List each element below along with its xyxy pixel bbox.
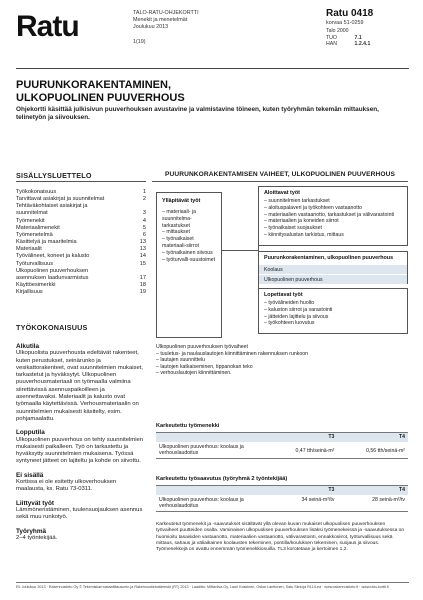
- supporting-works-box: [156, 192, 222, 338]
- section-text: 2–4 työntekijää.: [16, 534, 58, 541]
- diagram-divider: [152, 181, 408, 182]
- toc-page: 1: [142, 189, 146, 195]
- page-number: 1(19): [133, 38, 146, 45]
- class-key: HAN: [326, 41, 337, 48]
- section-heading: Lopputila: [16, 429, 45, 437]
- toc-page: 4: [142, 217, 146, 224]
- toc-label[interactable]: Työmenekit: [16, 217, 45, 224]
- toc-page: 3: [142, 210, 146, 217]
- toc-page: 19: [139, 289, 146, 296]
- table-of-contents: [16, 189, 146, 296]
- toc-label[interactable]: Ulkopuolinen puuverhouksen: [16, 267, 89, 274]
- cell-t4: 28 seinä-m²/tv: [337, 495, 408, 512]
- row-label: Ulkopuolinen puuverhous: koolaus ja verhouslaudoitus: [156, 442, 267, 459]
- toc-label[interactable]: Käyttöesimerkki: [16, 282, 56, 289]
- box-item: – materiaalien ja koneiden siirrot: [264, 218, 402, 225]
- box-heading: Aloittavat työt: [264, 190, 300, 196]
- toc-label[interactable]: Materiaalimenekit: [16, 224, 60, 231]
- section-heading: Alkutila: [16, 343, 40, 350]
- toc-label[interactable]: Tarvittavat asiakirjat ja suunnitelmat: [16, 196, 105, 203]
- toc-label[interactable]: suunnitelmat: [16, 210, 48, 217]
- effort-table-block: [156, 423, 408, 459]
- toc-label[interactable]: Työvälineet, koneet ja kalusto: [16, 253, 90, 260]
- toc-label[interactable]: Tehtäväkohtaiset asiakirjat ja: [16, 203, 88, 210]
- toc-item: [16, 210, 146, 217]
- phases-diagram-title: PUURUNKORAKENTAMISEN VAIHEET, ULKOPUOLINEN PUUVERHOUS: [165, 171, 395, 178]
- effort-table-heading: Karkeutettu työmenekki: [156, 423, 220, 429]
- note-item: – lautojen katkaiseminen, tippanokan teko: [156, 363, 253, 370]
- section-heading: Liittyvät työt: [16, 499, 54, 507]
- box-item: – työkohteen luovutus: [264, 320, 402, 327]
- box-item: – materiaali- ja suunnitelma-tarkastukset: [162, 209, 216, 229]
- box-item: – mittaukset: [162, 229, 216, 236]
- meta-line: TALO-RATU-OHJEKORTTI: [133, 10, 199, 16]
- box-item: – suunnitelmien tarkastukset: [264, 198, 402, 205]
- cell-t3: 34 seinä-m²/tv: [267, 495, 338, 512]
- ratu-logo: Ratu: [16, 10, 79, 43]
- meta-line: [133, 32, 199, 39]
- toc-item: [16, 189, 146, 196]
- header-divider: [16, 68, 409, 69]
- box-item: – työturvalli-suustoimet: [162, 257, 216, 264]
- toc-item: [16, 218, 146, 225]
- document-code-block: [326, 8, 418, 48]
- column-header: T4: [337, 486, 408, 495]
- section-heading: Ei sisällä: [16, 471, 44, 479]
- main-work-box: [258, 251, 408, 284]
- toc-item: [16, 289, 146, 296]
- toc-page: 6: [142, 231, 146, 238]
- output-table-block: [156, 476, 408, 512]
- box-item: – kiinnitysalustan tarkistus, mittaus: [264, 232, 402, 239]
- output-table: [156, 485, 408, 512]
- table-row: [156, 495, 408, 512]
- effort-table: [156, 432, 408, 459]
- toc-label[interactable]: Käsittelyä ja maaritelmia: [16, 239, 77, 246]
- toc-item: [16, 225, 146, 232]
- toc-page: 2: [142, 196, 146, 203]
- box-heading: Lopettavat työt: [264, 292, 303, 298]
- toc-page: 5: [142, 224, 146, 231]
- toc-label[interactable]: asennuksen laadunvarmistus: [16, 274, 89, 281]
- cell-t4: 0,56 tth/seinä-m²: [337, 442, 408, 459]
- note-heading: Ulkopuolinen puuverhouksen työvaiheet: [156, 344, 248, 350]
- toc-page: 13: [139, 239, 146, 246]
- toc-page: 14: [139, 253, 146, 260]
- main-work-item: Koolaus: [259, 264, 407, 274]
- footer-divider: [16, 582, 409, 583]
- note-item: – lautajen suunnittelu: [156, 357, 206, 364]
- work-heading: TYÖKOKONAISUUS: [16, 323, 88, 332]
- toc-item: [16, 268, 146, 275]
- section-heading: Työryhmä: [16, 527, 47, 535]
- box-item: – työnaikaiset suojaukset: [264, 225, 402, 232]
- toc-label[interactable]: Kirjallisuus: [16, 289, 43, 296]
- box-item: – työnaikainen siivous: [162, 250, 216, 257]
- section-text: Ulkopuolista puuverhousta edeltävät rakenteet, kuten perustukset, seinärunko ja vesikattorakenteet, ovat suunnitelmien mukaiset, tarkastetut ja hyväksytyt. Ulkopuolinen puuverhousmateriaali on työmaalla valmiina siirettävissä asennuspaikoilleen ja asennettavaksi. Materiaalit ja kalusto ovat työmaalla käytettävissä. Verhousmateriaalin on suunnitelmien mukaisesti käsitelty, esim. pohjamaalattu.: [16, 350, 144, 422]
- closing-paragraph: Karkeutetut työmenekit ja -saavutukset sisältävät yllä olevan kuvan mukaiset ulkopuolisen puuverhouksen työvaiheet puutteiden osalta. Varsinaisen ulkopuolisen puuverhouksen lisäksi työmenekeissä ja -saavutuksessa on huomioitu tasaisiden vastaanotto, materiaalien vastaanotto, välivarastointi, ennakkosiirot, työturvallisuus sekä mittaus, sahaus ja väliaikainen koolausten tekeminen, pontilla/kouluksen tekeminen, suojaus ja siivous. Työmenekkejä on avattu ennemmän työmenekkiosuilla. TL3 korotetaan ja kertoimen 1,2.: [156, 522, 405, 553]
- phases-note: [156, 344, 406, 377]
- box-item: – työvälineiden huolto: [264, 300, 402, 307]
- toc-heading: SISÄLLYSLUETTELO: [16, 171, 92, 180]
- section-text: Ulkopuolinen puuverhous on tehty suunnitelmien mukaisesti paikalleen. Työ on tarkastettu ja hyväksytty suunnitelmien mukaisena. Työssä syntyneet jätteet on lajiteltu ja kohde on siivottu.: [16, 436, 144, 465]
- section-text: Kortissa ei ole esitetty ulkoverhouksen maalausta, ks. Ratu 73-0311.: [16, 479, 117, 493]
- starting-works-box: [258, 186, 408, 246]
- box-item: – kaluston siirrot ja varastointi: [264, 307, 402, 314]
- class-value: 1.2.4.1: [354, 41, 371, 48]
- section-text: Lämmöneristäminen, tuulensuojauksen asennus sekä muu runkotyö.: [16, 506, 143, 521]
- main-work-item: Ulkopuolinen puuverhous: [259, 274, 407, 284]
- footer-text: RL Joulukuu 2013 · Rakennustieto Oy © Tekemiskarnustaattilausunto ja Rakennustietoäänestö (RT) 2013 · Laadittu: Mittaviiva Oy, Lauri Koskinen, Oskar Lanttonen, Satu Siinioja RLL/Lea · www.rakennustieto.fi · www.ratu-kortti.fi: [16, 585, 389, 589]
- row-label: Ulkopuolinen puuverhous: koolaus ja verhouslaudoitus: [156, 495, 267, 512]
- class-key: Talo 2000: [326, 28, 349, 34]
- page-title: [16, 79, 386, 104]
- toc-label[interactable]: Työkokonaisuus: [16, 189, 57, 195]
- work-sections: [16, 340, 146, 542]
- box-list: [162, 209, 216, 263]
- table-row: [156, 442, 408, 459]
- document-meta: [133, 10, 199, 46]
- toc-item: [16, 246, 146, 253]
- lead-paragraph: Ohjekortti käsittää julkisivun puuverhouksen avustavine ja valmistavine töineen, kuten työryhmän tekemän mittauksen, telinetyön ja siivouksen.: [16, 106, 379, 122]
- box-heading: Puurunkorakentaminen, ulkopuolinen puuverhous: [264, 255, 394, 261]
- toc-item: [16, 275, 146, 282]
- output-table-heading: Karkeutettu työsaavutus (työryhmä 2 työntekijää): [156, 476, 288, 482]
- toc-item: [16, 261, 146, 268]
- ending-works-box: [258, 288, 408, 334]
- cell-t3: 0,47 tth/seinä-m²: [267, 442, 338, 459]
- note-item: – tuuletus- ja naulauslautojen kiinnittäminen rakennuksen runkoon: [156, 350, 308, 357]
- toc-label[interactable]: Työmenetelmä: [16, 231, 53, 238]
- replaces-note: korvaa 51-0259: [326, 20, 364, 26]
- box-item: – työnaikaiset materiaali-siirrot: [162, 236, 216, 250]
- meta-line: Menekit ja menetelmät: [133, 17, 188, 24]
- toc-page: 18: [139, 282, 146, 289]
- box-item: – jätteiden lajittelu ja siivous: [264, 314, 402, 321]
- toc-label[interactable]: Työturvallisuus: [16, 260, 53, 267]
- meta-line: Joulukuu 2013: [133, 24, 169, 31]
- column-header: T4: [337, 433, 408, 442]
- column-header: T3: [267, 486, 338, 495]
- box-item: – materiaalien vastaanotto, tarkastukset ja välivarastointi: [264, 212, 402, 219]
- class-key: TUO: [326, 34, 337, 41]
- toc-page: 15: [139, 260, 146, 267]
- toc-page: 17: [139, 274, 146, 281]
- document-code: Ratu 0418: [326, 8, 374, 19]
- toc-item: [16, 239, 146, 246]
- box-list: [264, 198, 402, 239]
- title-line: ULKOPUOLINEN PUUVERHOUS: [16, 91, 185, 104]
- class-value: 7.1: [354, 34, 362, 41]
- phase-connector: [222, 250, 258, 251]
- toc-label[interactable]: Materiaalit: [16, 246, 42, 253]
- toc-item: [16, 232, 146, 239]
- class-value: [355, 28, 377, 35]
- note-item: – verhouslautojen kiinnittäminen.: [156, 370, 232, 377]
- column-header: T3: [267, 433, 338, 442]
- box-list: [264, 300, 402, 327]
- toc-item: [16, 196, 146, 203]
- title-line: PUURUNKORAKENTAMINEN,: [16, 79, 172, 91]
- toc-item: [16, 203, 146, 210]
- toc-item: [16, 282, 146, 289]
- box-heading: Ylläpitävät työt: [162, 198, 201, 204]
- toc-page: [142, 268, 146, 275]
- toc-divider: [16, 181, 146, 182]
- toc-page: [142, 203, 146, 210]
- toc-item: [16, 253, 146, 260]
- toc-page: 13: [139, 246, 146, 253]
- classification-table: [326, 28, 376, 48]
- box-item: – aloituspalaveri ja työkohteen vastaanotto: [264, 205, 402, 212]
